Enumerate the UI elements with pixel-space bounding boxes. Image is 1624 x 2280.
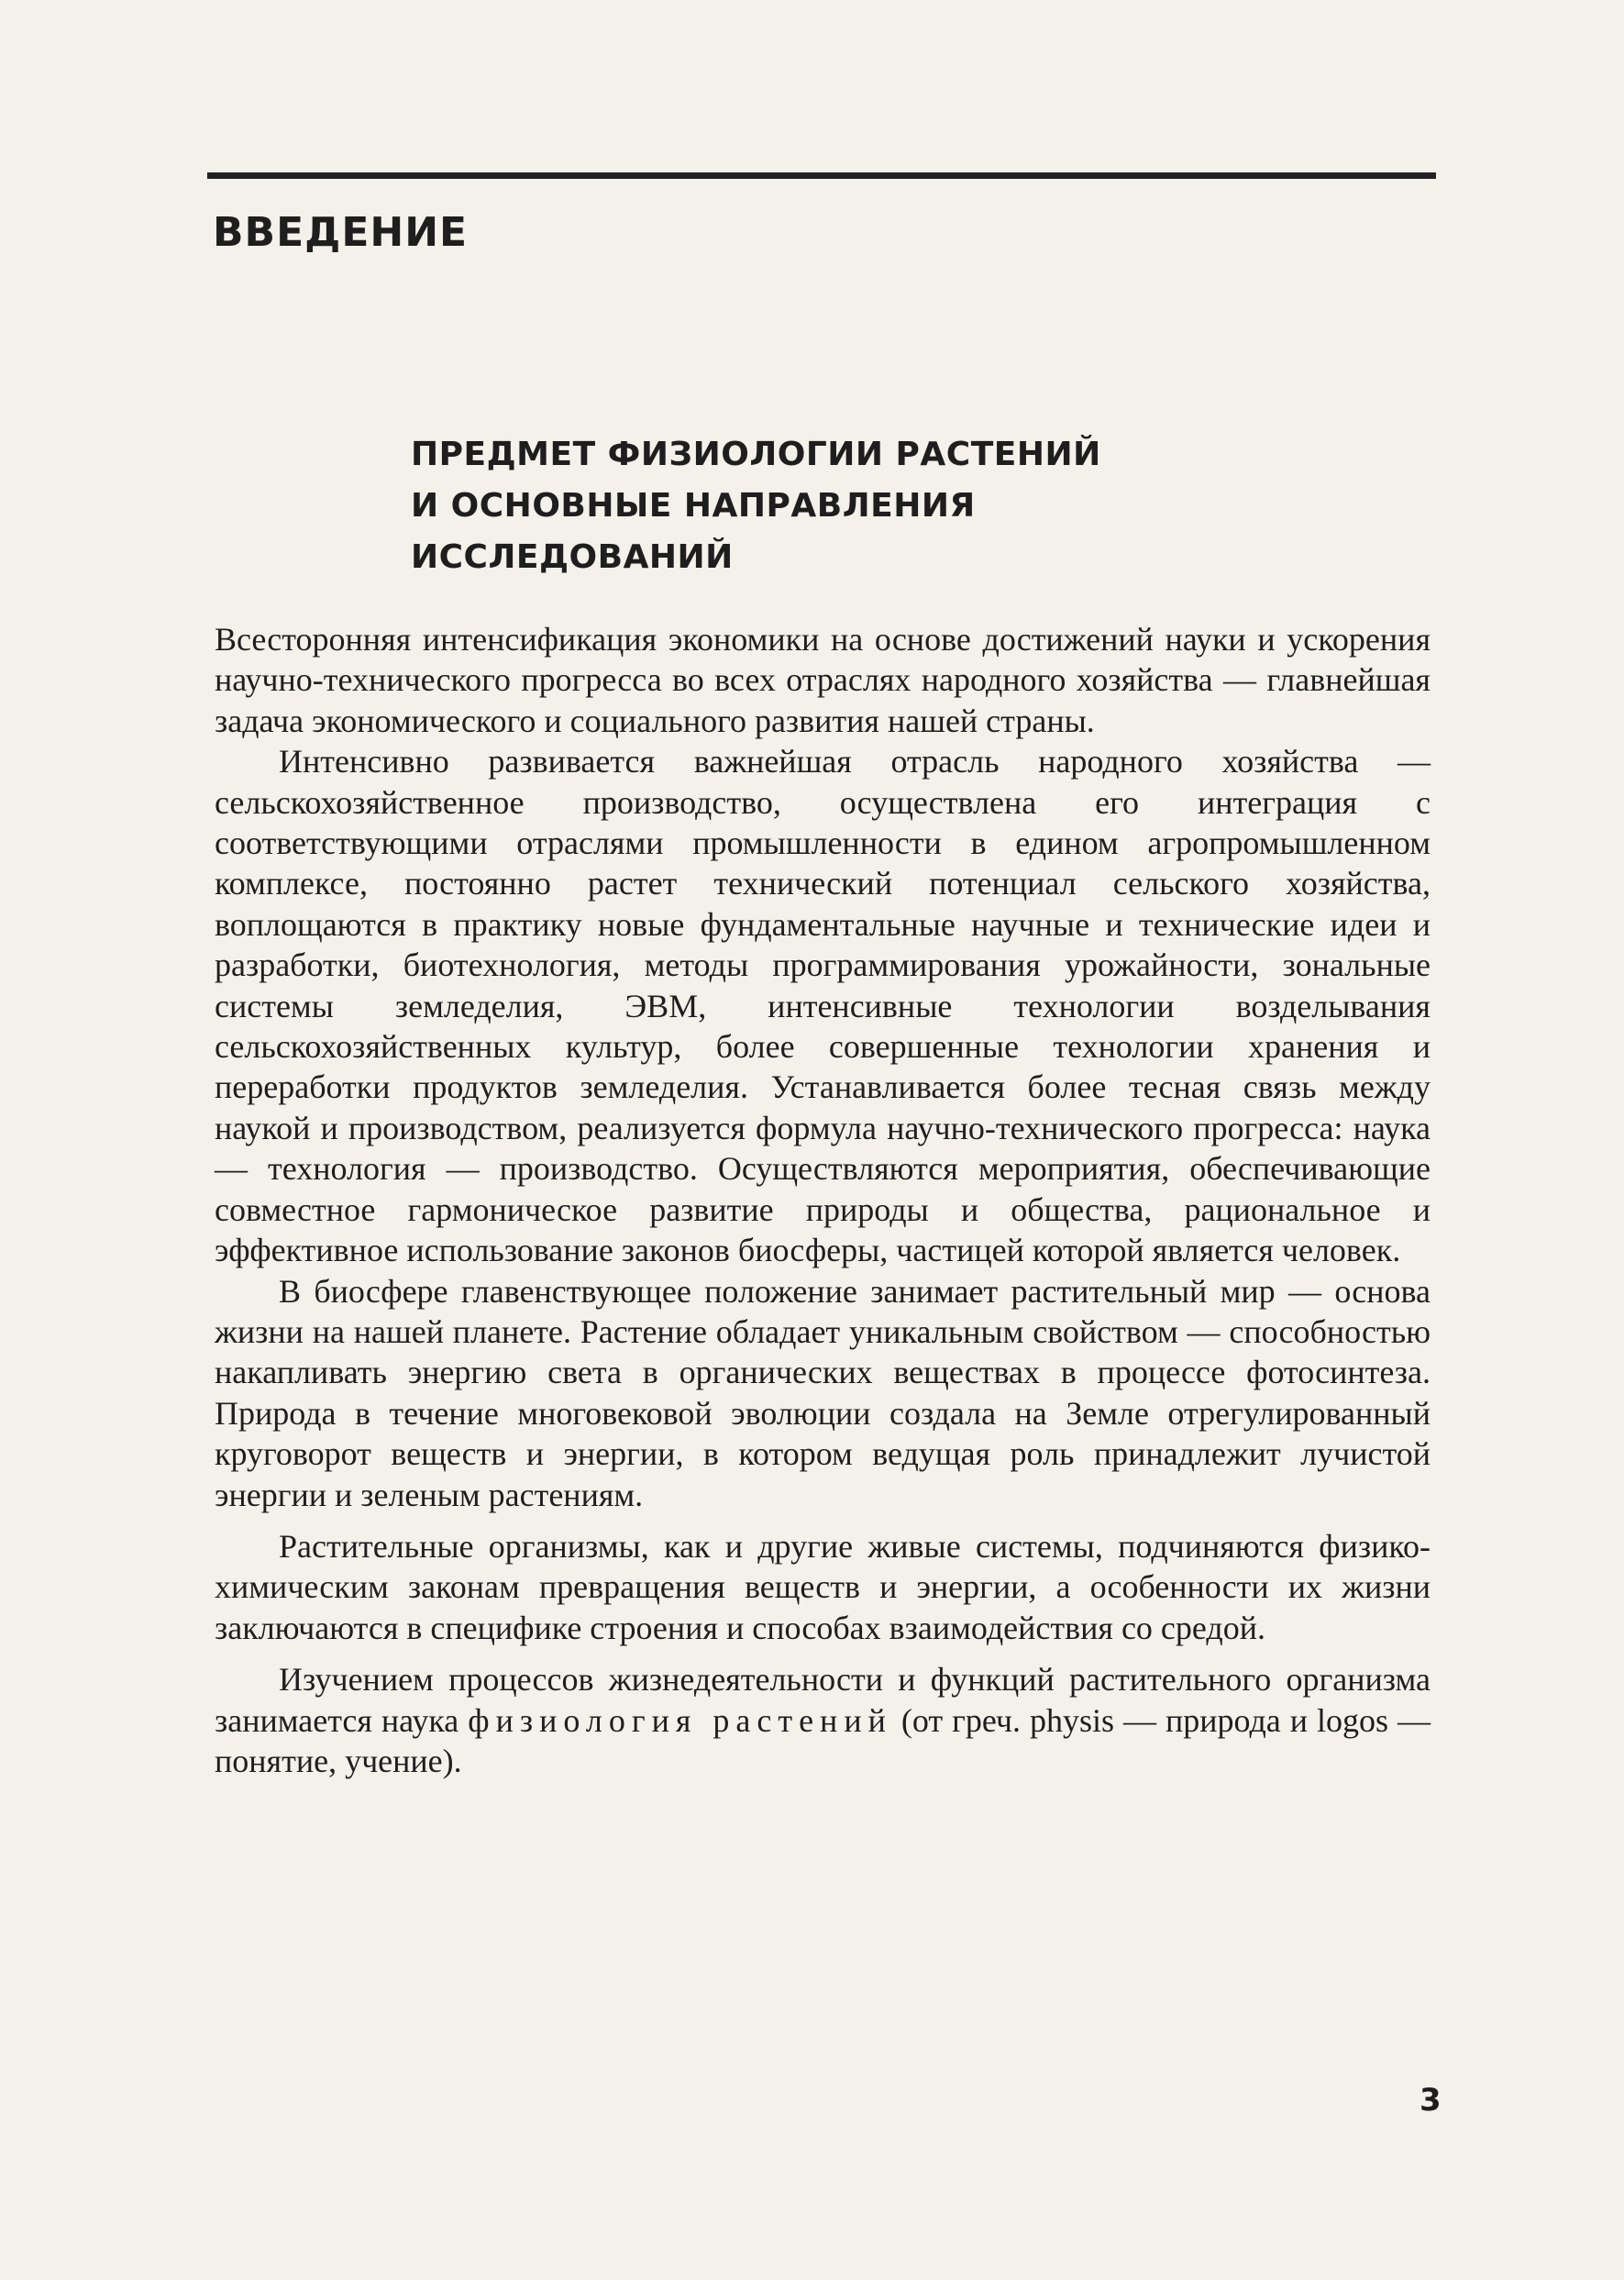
section-title-line: ПРЕДМЕТ ФИЗИОЛОГИИ РАСТЕНИЙ: [411, 436, 1101, 473]
page-number: 3: [1420, 2082, 1442, 2119]
section-title-line: И ОСНОВНЫЕ НАПРАВЛЕНИЯ: [411, 487, 976, 525]
paragraph-last: [215, 1659, 1431, 1781]
section-title: [411, 429, 1236, 583]
paragraph: В биосфере главенствующее положение занимает растительный мир — основа жизни на нашей планете. Растение обладает уникальным свойством — способностью накапливать энергию света в органических веществах в процессе фотосинтеза. Природа в течение многовековой эволюции создала на Земле отрегулированный круговорот веществ и энергии, в котором ведущая роль принадлежит лучистой энергии и зеленым растениям.: [215, 1272, 1431, 1513]
chapter-title: ВВЕДЕНИЕ: [213, 209, 469, 256]
paragraph-text: Изучением процессов жизнедеятельности и функций растительного организма занимается наука: [215, 1661, 1431, 1739]
spaced-term: физиология растений: [468, 1701, 892, 1739]
paragraph-text: (от греч. physis — природа и logos — понятие, учение).: [215, 1701, 1431, 1779]
paragraph: Интенсивно развивается важнейшая отрасль народного хозяйства — сельскохозяйственное производство, осуществлена его интеграция с соответствующими отраслями промышленности в едином агропромышленном комплексе, постоянно растет технический потенциал сельского хозяйства, воплощаются в практику новые фундаментальные научные и технические идеи и разработки, биотехнология, методы программирования урожайности, зональные системы земледелия, ЭВМ, интенсивные технологии возделывания сельскохозяйственных культур, более совершенные технологии хранения и переработки продуктов земледелия. Устанавливается более тесная связь между наукой и производством, реализуется формула научно-технического прогресса: наука — технология — производство. Осуществляются мероприятия, обеспечивающие совместное гармоническое развитие природы и общества, рациональное и эффективное использование законов биосферы, частицей которой является человек.: [215, 743, 1431, 1269]
paragraph: Всесторонняя интенсификация экономики на основе достижений науки и ускорения научно-технического прогресса во всех отраслях народного хозяйства — главнейшая задача экономического и социального развития нашей страны.: [215, 621, 1431, 739]
paragraph: Растительные организмы, как и другие живые системы, подчиняются физико-химическим законам превращения веществ и энергии, а особенности их жизни заключаются в специфике строения и способах взаимодействия со средой.: [215, 1527, 1431, 1646]
top-rule: [207, 172, 1436, 179]
section-title-line: ИССЛЕДОВАНИЙ: [411, 538, 734, 576]
body-text: [215, 619, 1431, 1781]
